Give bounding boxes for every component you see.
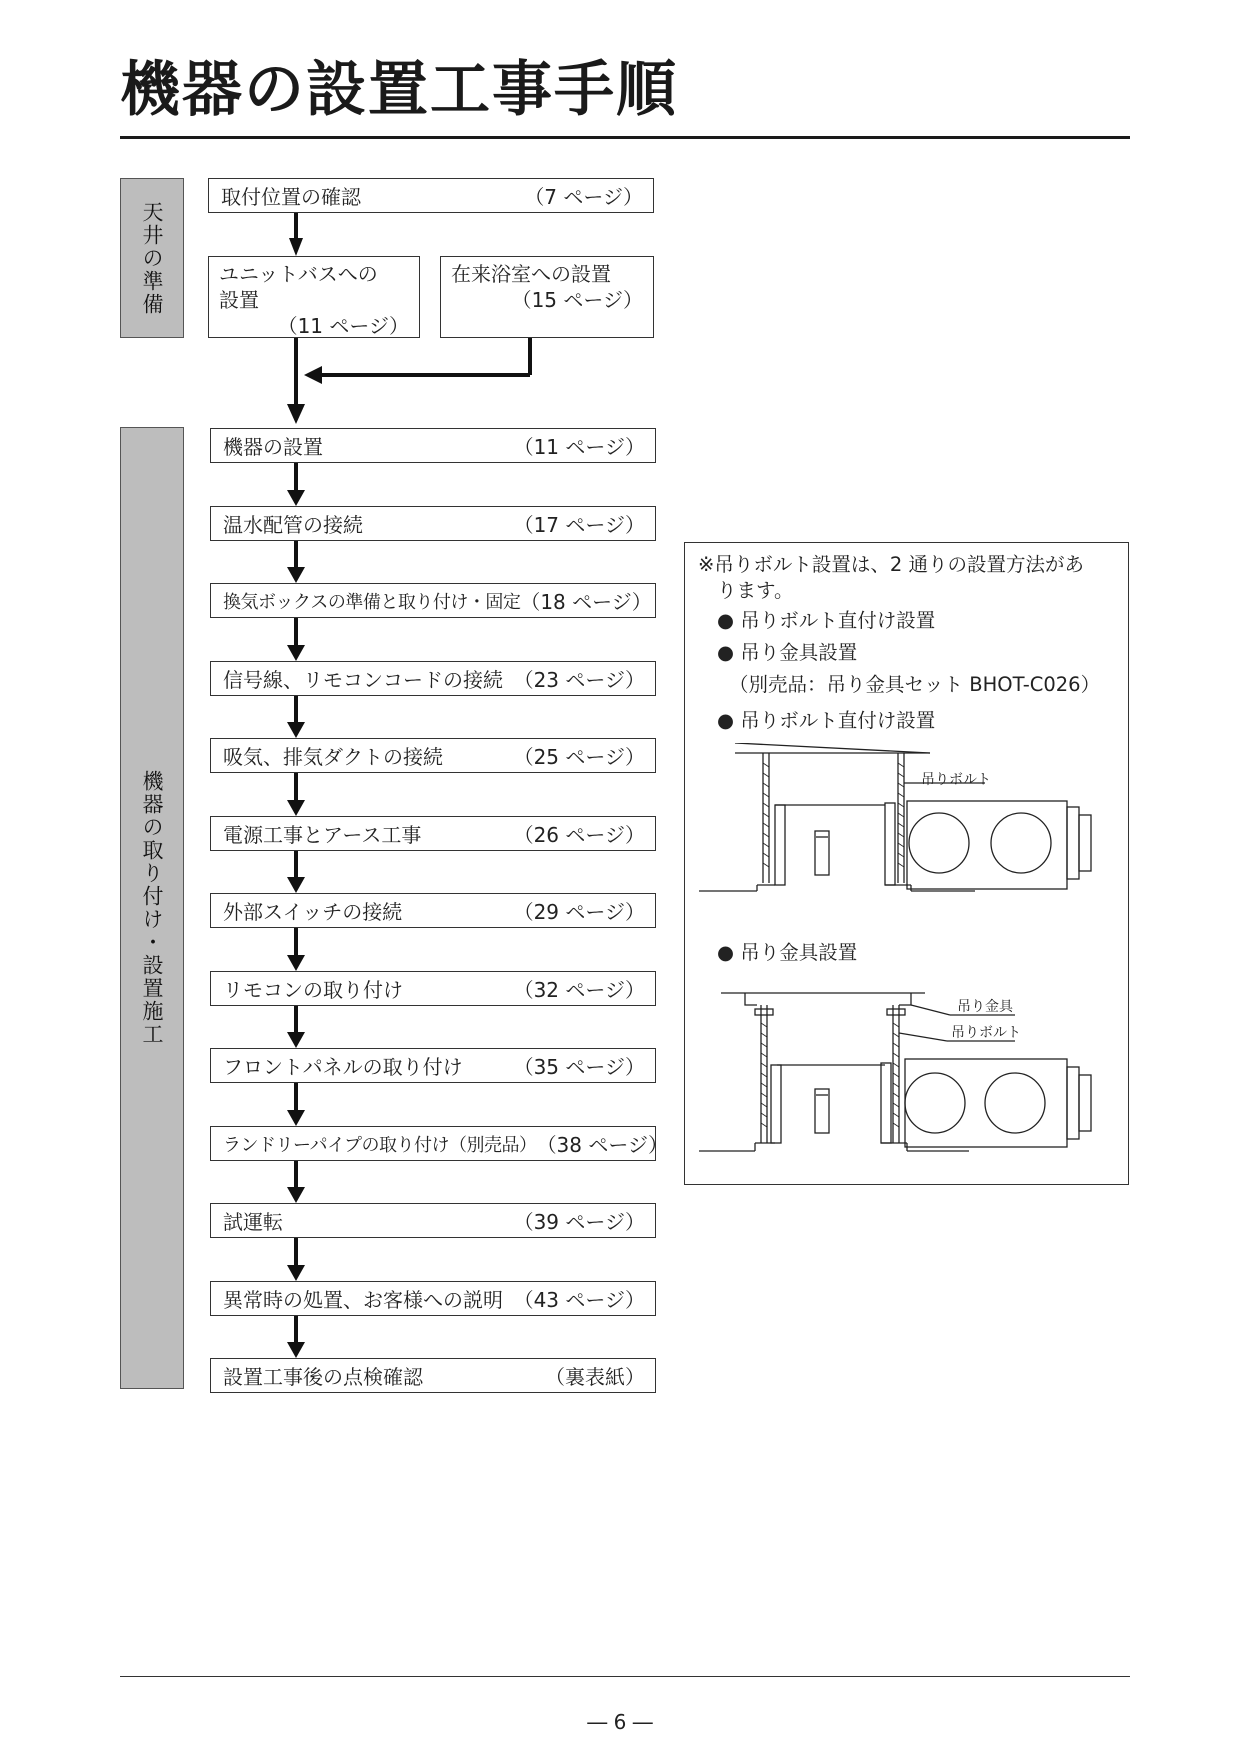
step-page-ref: （23 ページ） <box>513 668 645 692</box>
flow-arrow-head <box>287 1342 305 1358</box>
bracket-mount-diagram <box>685 983 1130 1183</box>
step-label: 機器の設置 <box>223 435 323 459</box>
flow-step-position-check <box>208 178 654 213</box>
note-line1: ※吊りボルト設置は、2 通りの設置方法があ <box>698 553 1084 576</box>
note-bullet2: ● 吊り金具設置 <box>717 641 858 664</box>
flow-step <box>210 1358 656 1393</box>
flow-arrow-head <box>287 490 305 506</box>
flow-arrow-head <box>287 722 305 738</box>
flow-arrow-head <box>287 645 305 661</box>
note-sold-separately: （別売品：吊り金具セット BHOT-C026） <box>729 673 1101 696</box>
branch-unit-bath-line2: 設置 <box>219 288 259 312</box>
step-label: ランドリーパイプの取り付け（別売品） <box>223 1134 537 1156</box>
step-label: 吸気、排気ダクトの接続 <box>223 745 443 769</box>
flow-step <box>210 738 656 773</box>
flow-arrow-head <box>287 1032 305 1048</box>
step-page-ref: （35 ページ） <box>513 1055 645 1079</box>
step-label: フロントパネルの取り付け <box>223 1055 463 1079</box>
branch-conventional-page: （15 ページ） <box>511 288 643 312</box>
flow-arrow-head <box>287 877 305 893</box>
section-label-ceiling-text: 天井の準備 <box>140 200 164 316</box>
step-page-ref: （29 ページ） <box>513 900 645 924</box>
step-page-ref: （43 ページ） <box>513 1288 645 1312</box>
step-page-ref: （7 ページ） <box>524 185 643 209</box>
fig2-heading: ● 吊り金具設置 <box>717 941 858 964</box>
step-page-ref: （18 ページ） <box>520 590 652 614</box>
step-label: リモコンの取り付け <box>223 978 403 1002</box>
step-label: 換気ボックスの準備と取り付け・固定 <box>223 591 521 613</box>
flow-step <box>210 506 656 541</box>
fig2-bracket-label: 吊り金具 <box>957 999 1013 1015</box>
page-number: ― 6 ― <box>587 1710 653 1734</box>
flow-step <box>210 971 656 1006</box>
step-page-ref: （32 ページ） <box>513 978 645 1002</box>
flow-step <box>210 661 656 696</box>
footer-divider <box>120 1676 1130 1677</box>
flow-arrow-head <box>287 800 305 816</box>
branch-unit-bath-page: （11 ページ） <box>277 314 409 338</box>
fig1-heading: ● 吊りボルト直付け設置 <box>717 709 936 732</box>
flow-arrow-head <box>287 567 305 583</box>
flow-step <box>210 1048 656 1083</box>
flow-arrow-head <box>287 1110 305 1126</box>
fig1-bolt-label: 吊りボルト <box>921 772 991 788</box>
flow-arrow-head <box>287 955 305 971</box>
step-label: 異常時の処置、お客様への説明 <box>223 1288 503 1312</box>
section-label-install-text: 機器の取り付け・設置施工 <box>140 770 164 1046</box>
fig2-bolt-label: 吊りボルト <box>951 1025 1021 1041</box>
step-page-ref: （25 ページ） <box>513 745 645 769</box>
flow-arrow-head <box>287 1265 305 1281</box>
step-page-ref: （39 ページ） <box>513 1210 645 1234</box>
branch-conventional-bath <box>440 256 654 338</box>
step-page-ref: （17 ページ） <box>513 513 645 537</box>
step-label: 外部スイッチの接続 <box>223 900 403 924</box>
flow-step <box>210 1203 656 1238</box>
branch-conventional-line1: 在来浴室への設置 <box>451 262 611 286</box>
step-page-ref: （11 ページ） <box>513 435 645 459</box>
flow-step <box>210 816 656 851</box>
bolt-installation-note <box>684 542 1129 1185</box>
step-label: 温水配管の接続 <box>223 513 363 537</box>
step-label: 試運転 <box>223 1210 283 1234</box>
step-label: 設置工事後の点検確認 <box>223 1365 423 1389</box>
step-page-ref: （38 ページ） <box>536 1133 668 1157</box>
step-label: 信号線、リモコンコードの接続 <box>223 668 503 692</box>
step-page-ref: （裏表紙） <box>545 1365 645 1389</box>
page-title: 機器の設置工事手順 <box>120 55 678 125</box>
branch-unit-bath <box>208 256 420 338</box>
branch-unit-bath-line1: ユニットバスへの <box>219 262 378 286</box>
flow-step <box>210 893 656 928</box>
flow-arrow-head <box>287 1187 305 1203</box>
flow-step <box>210 583 656 618</box>
step-label: 取付位置の確認 <box>221 185 361 209</box>
flow-step <box>210 428 656 463</box>
step-label: 電源工事とアース工事 <box>223 823 422 847</box>
flow-step <box>210 1126 668 1161</box>
note-line2: ります。 <box>717 579 794 602</box>
flow-step <box>210 1281 656 1316</box>
step-page-ref: （26 ページ） <box>513 823 645 847</box>
note-bullet1: ● 吊りボルト直付け設置 <box>717 609 936 632</box>
direct-bolt-mount-diagram <box>685 743 1130 923</box>
